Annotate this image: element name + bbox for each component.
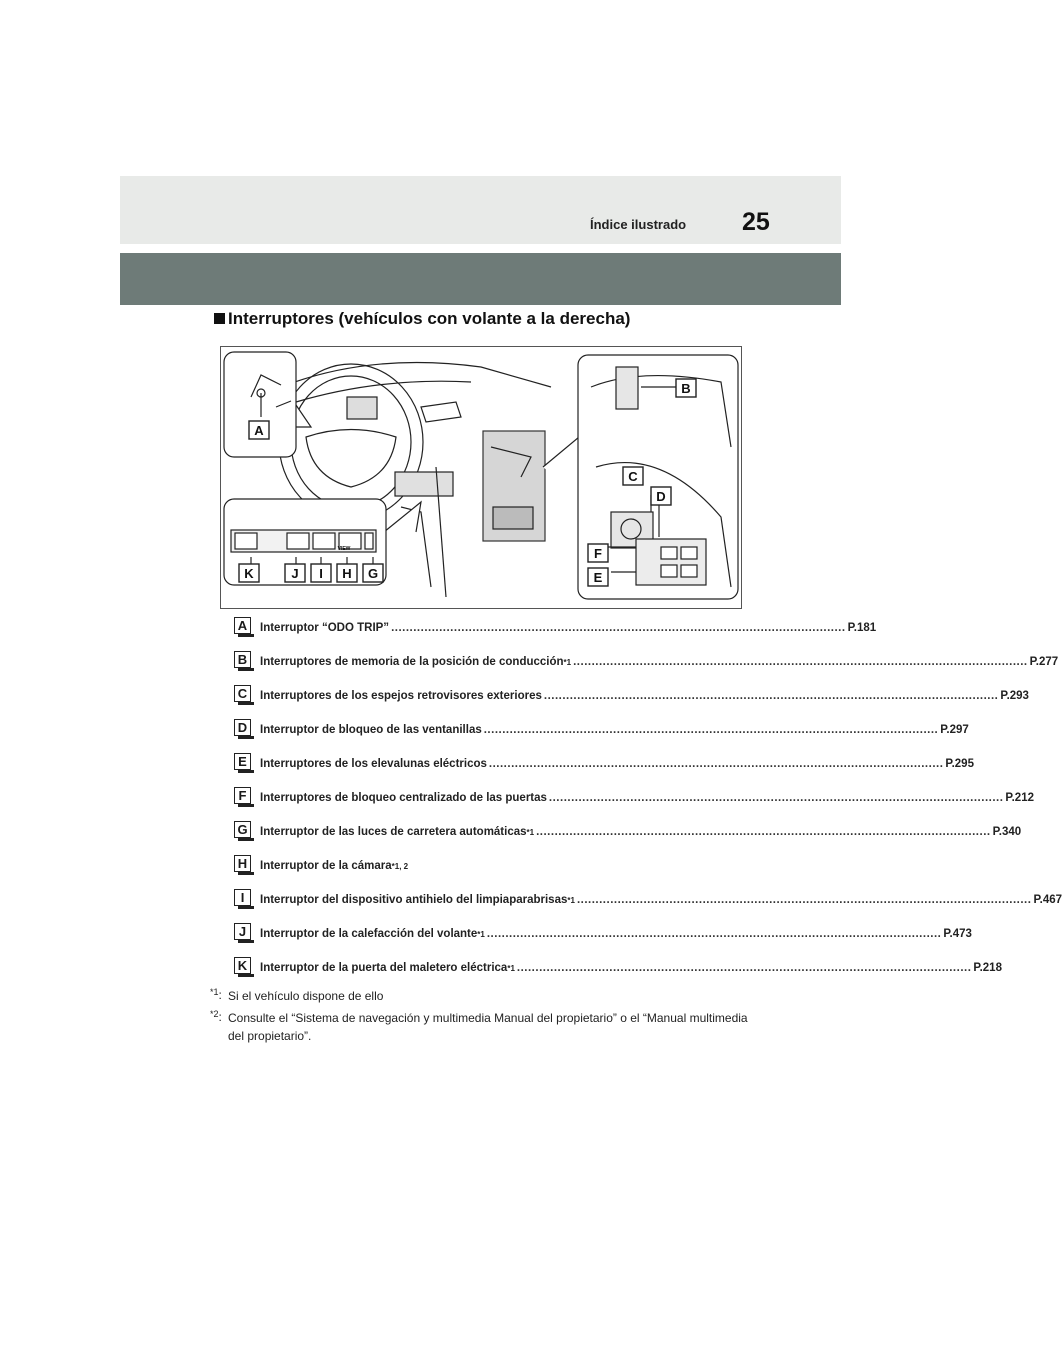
callout-B: B (681, 381, 691, 396)
list-item (234, 752, 974, 786)
footnote-text: Si el vehículo dispone de ello (228, 989, 384, 1003)
item-letter: K (234, 957, 251, 974)
item-label: Interruptor de la cámara (260, 860, 392, 872)
section-title (214, 309, 630, 329)
footnote-mark: $*2_:$ (210, 1009, 222, 1024)
switch-list (234, 616, 1062, 990)
item-leader-dots: ........................................................................................................................... (536, 826, 991, 838)
callout-K: K (244, 566, 254, 581)
item-leader-dots: ........................................................................................................................... (486, 928, 942, 940)
item-page-ref[interactable]: P.473 (943, 928, 972, 940)
footnote-text: Consulte el “Sistema de navegación y multimedia Manual del propietario” o el “Manual multimedia del propietario”. (228, 1011, 748, 1043)
list-item (234, 854, 724, 888)
switch-location-figure (220, 346, 742, 609)
item-page-ref[interactable]: P.293 (1000, 690, 1029, 702)
callout-C: C (628, 469, 638, 484)
header-band (120, 176, 841, 244)
item-page-ref[interactable]: P.467 (1033, 894, 1062, 906)
item-leader-dots: ........................................................................................................................... (576, 894, 1032, 906)
footnote (210, 987, 750, 1005)
item-letter: J (234, 923, 251, 940)
item-leader-dots: ........................................................................................................................... (573, 656, 1028, 668)
footnote (210, 1009, 750, 1045)
item-footnote-mark: *1 (526, 828, 535, 837)
item-label: Interruptor de la calefacción del volante (260, 928, 478, 940)
item-letter: B (234, 651, 251, 668)
list-item (234, 786, 1034, 820)
item-label: Interruptor de las luces de carretera automáticas (260, 826, 527, 838)
callout-I: I (319, 566, 323, 581)
item-label: Interruptores de bloqueo centralizado de las puertas (260, 792, 547, 804)
item-label: Interruptor de la puerta del maletero eléctrica (260, 962, 508, 974)
item-letter: A (234, 617, 251, 634)
item-footnote-mark: *1 (507, 964, 515, 973)
item-letter: I (234, 889, 251, 906)
view-button-label: VIEW (337, 546, 351, 552)
item-label: Interruptores de los espejos retrovisores exteriores (260, 690, 542, 702)
item-label: Interruptores de los elevalunas eléctricos (260, 758, 487, 770)
footnotes (210, 987, 750, 1049)
item-label: Interruptor “ODO TRIP” (260, 622, 390, 634)
callout-H: H (342, 566, 352, 581)
page-number: 25 (742, 208, 770, 236)
cockpit-illustration (221, 347, 741, 608)
item-leader-dots: ........................................................................................................................... (548, 792, 1004, 804)
item-letter: E (234, 753, 251, 770)
callout-E: E (593, 570, 603, 585)
item-leader-dots: ........................................................................................................................... (483, 724, 939, 736)
item-page-ref[interactable]: P.277 (1029, 656, 1059, 668)
item-footnote-mark: *1 (567, 896, 575, 905)
item-letter: F (234, 787, 251, 804)
list-item (234, 888, 1062, 922)
callout-J: J (291, 566, 299, 581)
list-item (234, 820, 1022, 854)
callout-F: F (594, 546, 602, 561)
footnote-mark: $*1_:$ (210, 987, 222, 1002)
item-leader-dots: ........................................................................................................................... (391, 622, 846, 634)
item-leader-dots: ........................................................................................................................... (488, 758, 944, 770)
square-bullet-icon (214, 313, 225, 324)
item-leader-dots: ........................................................................................................................... (516, 962, 972, 974)
item-page-ref[interactable]: P.297 (940, 724, 969, 736)
callout-A: A (254, 423, 264, 438)
list-item (234, 650, 1059, 684)
list-item (234, 718, 969, 752)
item-letter: G (234, 821, 251, 838)
item-leader-dots: ........................................................................................................................... (543, 690, 999, 702)
list-item (234, 684, 1029, 718)
item-page-ref[interactable]: P.181 (847, 622, 877, 634)
section-name: Índice ilustrado (590, 217, 687, 232)
item-footnote-mark: *1 (477, 930, 485, 939)
callout-D: D (656, 489, 666, 504)
item-page-ref[interactable]: P.295 (945, 758, 974, 770)
item-label: Interruptor de bloqueo de las ventanillas (260, 724, 482, 736)
item-page-ref[interactable]: P.218 (973, 962, 1002, 974)
list-item (234, 616, 877, 650)
item-footnote-mark: *1, 2 (391, 862, 409, 871)
header-dark-band (120, 253, 841, 305)
section-title-text: Interruptores (vehículos con volante a la derecha) (228, 309, 631, 328)
list-item (234, 922, 972, 956)
item-label: Interruptores de memoria de la posición de conducción (260, 656, 564, 668)
item-label: Interruptor del dispositivo antihielo del limpiaparabrisas (260, 894, 568, 906)
item-letter: H (234, 855, 251, 872)
item-page-ref[interactable]: P.340 (992, 826, 1022, 838)
list-item (234, 956, 1002, 990)
item-page-ref[interactable]: P.212 (1005, 792, 1034, 804)
callout-G: G (367, 566, 379, 581)
item-letter: D (234, 719, 251, 736)
item-letter: C (234, 685, 251, 702)
item-footnote-mark: *1 (563, 658, 572, 667)
